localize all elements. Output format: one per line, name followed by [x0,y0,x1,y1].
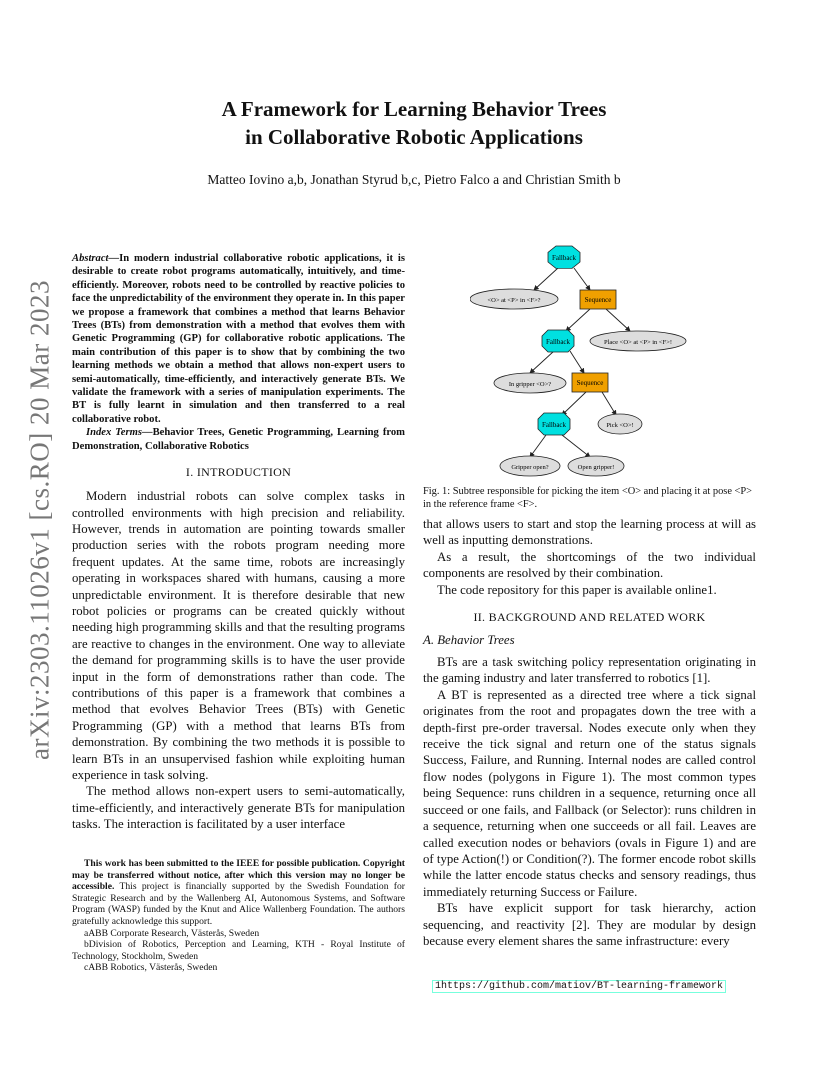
svg-text:Sequence: Sequence [576,379,604,387]
svg-text:In gripper <O>?: In gripper <O>? [508,381,552,388]
svg-text:Fallback: Fallback [551,254,577,262]
sequence-node [580,290,616,309]
svg-text:<O> at <P> in <F>?: <O> at <P> in <F>? [487,297,541,304]
action-node [568,456,624,476]
left-column [72,252,405,833]
affiliation-footnotes: This work has been submitted to the IEEE for possible publication. Copyright may be transferred without notice, after which this version may no longer be accessible. This project is financially supported by the Swedish Foundation for Strategic Research and by the Wallenberg AI, Autonomous Systems, and Software Program (WASP) funded by the Knut and Alice Wallenberg Foundation. The authors gratefully acknowledge this support. aABB Corporate Research, Västerås, Sweden bDivision of Robotics, Perception and Learning, KTH - Royal Institute of Technology, Stockholm, Sweden cABB Robotics, Västerås, Sweden [72,858,405,974]
action-node [590,331,686,351]
fallback-node [538,413,570,435]
author-list: Matteo Iovino a,b, Jonathan Styrud b,c, Pietro Falco a and Christian Smith b [207,172,621,187]
arxiv-identifier: arXiv:2303.11026v1 [cs.RO] 20 Mar 2023 [24,280,55,760]
svg-text:Sequence: Sequence [584,296,612,304]
behavior-tree-figure [470,240,710,480]
svg-text:Fallback: Fallback [541,421,567,429]
subsection-heading-behavior-trees: A. Behavior Trees [423,633,515,648]
sequence-node [572,373,608,392]
code-repository-footnote[interactable]: 1https://github.com/matiov/BT-learning-framework [432,980,726,992]
right-column: that allows users to start and stop the learning process at will as well as inputting demonstrations. As a result, the shortcomings of the two individual components are resolved by their combination. The code repository for this paper is available online1. II. BACKGROUND AND RELATED WORK A. Behavior Trees BTs are a task switching policy representation originating in the gaming industry and later transferred to robotics [1]. A BT is represented as a directed tree where a tick signal originates from the root and propagates down the tree with a depth-first pre-order traversal. Nodes execute only when they receive the tick signal and return one of the status signals Success, Failure, and Running. Internal nodes are called control flow nodes (polygons in Figure 1). The most common types being Sequence: runs children in a sequence, returning once all succeed or one fails, and Fallback (or Selector): runs children in a sequence, returning when one succeeds or all fail. Leaves are called execution nodes or behaviors (ovals in Figure 1) and are of type Action(!) or Condition(?). The former encode robot skills while the latter encode status checks and sensory readings, thus immediately returning Success or Failure. BTs have explicit support for task hierarchy, action sequencing, and reactivity [2]. They are modular by design because every element shares the same infrastructure: every [423,517,756,948]
svg-text:Pick <O>!: Pick <O>! [606,422,634,429]
paper-title: A Framework for Learning Behavior Trees in Collaborative Robotic Applications [221,97,607,149]
section-heading-introduction: I. INTRODUCTION [185,465,292,480]
index-terms: Index Terms—Behavior Trees, Genetic Programming, Learning from Demonstration, Collaborative Robotics [72,427,405,452]
svg-text:Place <O> at <P> in <F>!: Place <O> at <P> in <F>! [603,339,673,346]
fallback-node [542,330,574,352]
svg-text:Fallback: Fallback [545,338,571,346]
figure-caption: Fig. 1: Subtree responsible for picking the item <O> and placing it at pose <P> in the reference frame <F>. [423,486,753,510]
section-heading-background: II. BACKGROUND AND RELATED WORK [473,610,706,625]
introduction-body: Modern industrial robots can solve complex tasks in controlled environments with high precision and reliability. However, trends in automation are pointing towards smaller production series with the robots program needing more frequent updates. At the same time, robots are increasingly operating in workspaces shared with humans, causing a more unpredictable environment. It is therefore desirable that new robot policies or programs can be created quickly without needing high programming skills and that the resulting programs are reactive to changes in the environment. One way to alleviate the demand for programming skills is to have the user provide input in the form of demonstrations rather than code. The contributions of this paper is a framework that combines a method that evolves Behavior Trees (BTs) with Genetic Programming (GP) with a method that learns BTs from demonstration. By combining the two methods it is possible to learn BTs in an unsupervised fashion while exploiting human experience in task solving. The method allows non-expert users to semi-automatically, time-efficiently, and interactively generate BTs for manipulation tasks. The interaction is facilitated by a user interface [72,489,405,832]
condition-node [470,289,558,309]
abstract: Abstract—In modern industrial collaborative robotic applications, it is desirable to create robot programs automatically, intuitively, and time-efficiently. Moreover, robots need to be controlled by reactive policies to face the unpredictability of the environment they operate in. In this paper we propose a framework that combines a method that learns Behavior Trees (BTs) from demonstration with a method that evolves them with Genetic Programming (GP) for collaborative robotic applications. The main contribution of this paper is to show that by combining the two learning methods we obtain a method that allows non-expert users to semi-automatically, time-efficiently, and interactively generate BTs. We validate the framework with a series of manipulation experiments. The BT is fully learnt in simulation and then transferred to a real collaborative robot. [72,253,405,425]
action-node [598,414,642,434]
fallback-node [548,246,580,268]
svg-text:Gripper open?: Gripper open? [511,464,549,471]
background-body: BTs are a task switching policy representation originating in the gaming industry and later transferred to robotics [1]. A BT is represented as a directed tree where a tick signal originates from the root and propagates down the tree with a depth-first pre-order traversal. Nodes execute only when they receive the tick signal and return one of the status signals Success, Failure, and Running. Internal nodes are called control flow nodes (polygons in Figure 1). The most common types being Sequence: runs children in a sequence, returning once all succeed or one fails, and Fallback (or Selector): runs children in a sequence, returning when one succeeds or all fail. Leaves are called execution nodes or behaviors (ovals in Figure 1) and are of type Action(!) or Condition(?). The former encode robot skills while the latter encode status checks and sensory readings, thus immediately returning Success or Failure. BTs have explicit support for task hierarchy, action sequencing, and reactivity [2]. They are modular by design because every element shares the same infrastructure: every [423,655,756,948]
condition-node [494,373,566,393]
condition-node [500,456,560,476]
svg-text:Open gripper!: Open gripper! [577,464,615,471]
